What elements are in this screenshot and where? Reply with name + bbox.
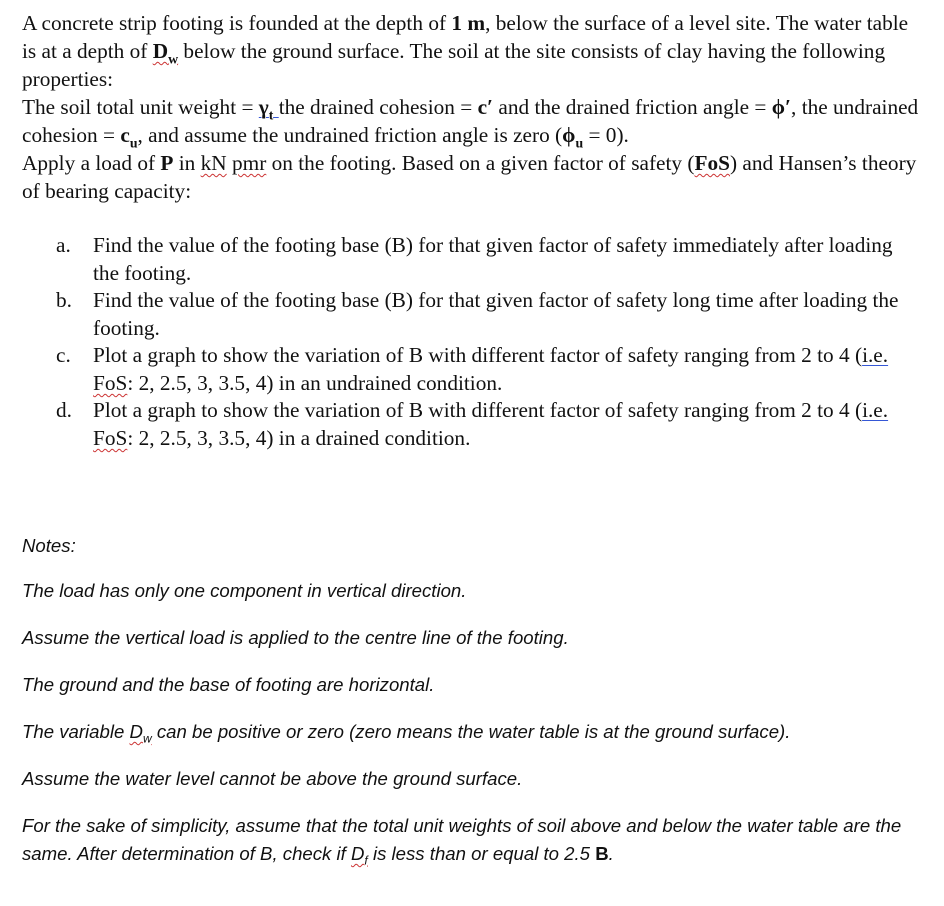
text: ) and Hansen’s theory of bearing capacity: [22, 151, 917, 203]
load-symbol: P [160, 151, 174, 175]
task-d [56, 396, 916, 452]
note-item: Assume the water level cannot be above the ground surface. [22, 768, 523, 789]
fos-symbol: FoS [694, 151, 731, 175]
problem-statement [22, 9, 922, 205]
text: The soil total unit weight = [22, 95, 259, 119]
df-symbol: $D_f$ [350, 843, 368, 868]
task-b [56, 286, 916, 342]
task-label: c. [56, 343, 71, 367]
c-prime-symbol: c′ [477, 95, 494, 119]
task-list [56, 231, 916, 451]
unit-kn: kN [200, 151, 227, 175]
note-item: The ground and the base of footing are horizontal. [22, 674, 435, 695]
fos-abbrev: FoS [93, 371, 128, 395]
cu-symbol: $c_u$ [120, 123, 138, 151]
task-text: Find the value of the footing base (B) for that given factor of safety immediately after loading the footing. [93, 233, 893, 285]
text: , below the surface of a level site. The water table is at a depth of [22, 11, 909, 63]
text: and the drained friction angle = [493, 95, 772, 119]
task-text: Plot a graph to show the variation of B with different factor of safety ranging from 2 to 4 ( [93, 398, 863, 422]
note-item: Assume the vertical load is applied to the centre line of the footing. [22, 627, 569, 648]
text: = 0). [583, 123, 629, 147]
fos-abbrev: FoS [93, 426, 128, 450]
task-label: d. [56, 398, 72, 422]
note-item: The load has only one component in vertical direction. [22, 580, 467, 601]
notes-heading: Notes: [22, 535, 76, 556]
text: on the footing. Based on a given factor of safety ( [266, 151, 695, 175]
task-c [56, 341, 916, 397]
text: below the ground surface. The soil at the site consists of clay having the following properties: [22, 39, 886, 91]
text: A concrete strip footing is founded at the depth of [22, 11, 452, 35]
task-a [56, 231, 916, 287]
ie-abbrev: i.e. [862, 343, 889, 367]
task-text: : 2, 2.5, 3, 3.5, 4) in an undrained condition. [127, 371, 503, 395]
task-text: Plot a graph to show the variation of B with different factor of safety ranging from 2 to 4 ( [93, 343, 863, 367]
phi-u-symbol: $\phi_u$ [562, 123, 584, 151]
depth-value: 1 m [451, 11, 486, 35]
problem-paragraph-2 [22, 93, 922, 149]
text: in [173, 151, 201, 175]
notes-section [22, 532, 927, 887]
dw-symbol: $D_w$ [129, 721, 152, 746]
problem-paragraph-1 [22, 9, 922, 93]
task-text: : 2, 2.5, 3, 3.5, 4) in a drained condition. [127, 426, 471, 450]
gamma-symbol: $\gamma_t$ [258, 95, 274, 123]
ie-abbrev: i.e. [862, 398, 889, 422]
b-symbol: B [595, 843, 609, 864]
task-label: b. [56, 288, 72, 312]
task-label: a. [56, 233, 71, 257]
dw-symbol: $D_w$ [152, 39, 179, 67]
note-item: For the sake of simplicity, assume that the total unit weights of soil above and below the water table are the same. After determination of B, check if $D_f$ is less than or equal to 2.5 B. [22, 815, 902, 868]
text: , the undrained cohesion = [22, 95, 919, 147]
text: Apply a load of [22, 151, 161, 175]
text: , and assume the undrained friction angle is zero ( [137, 123, 563, 147]
phi-prime-symbol: ϕ′ [771, 95, 792, 119]
unit-pmr: pmr [232, 151, 267, 175]
text: the drained cohesion = [278, 95, 478, 119]
task-text: Find the value of the footing base (B) for that given factor of safety long time after loading the footing. [93, 288, 899, 340]
note-item: The variable $D_w$ can be positive or zero (zero means the water table is at the ground surface). [22, 721, 791, 746]
problem-paragraph-3 [22, 149, 922, 205]
